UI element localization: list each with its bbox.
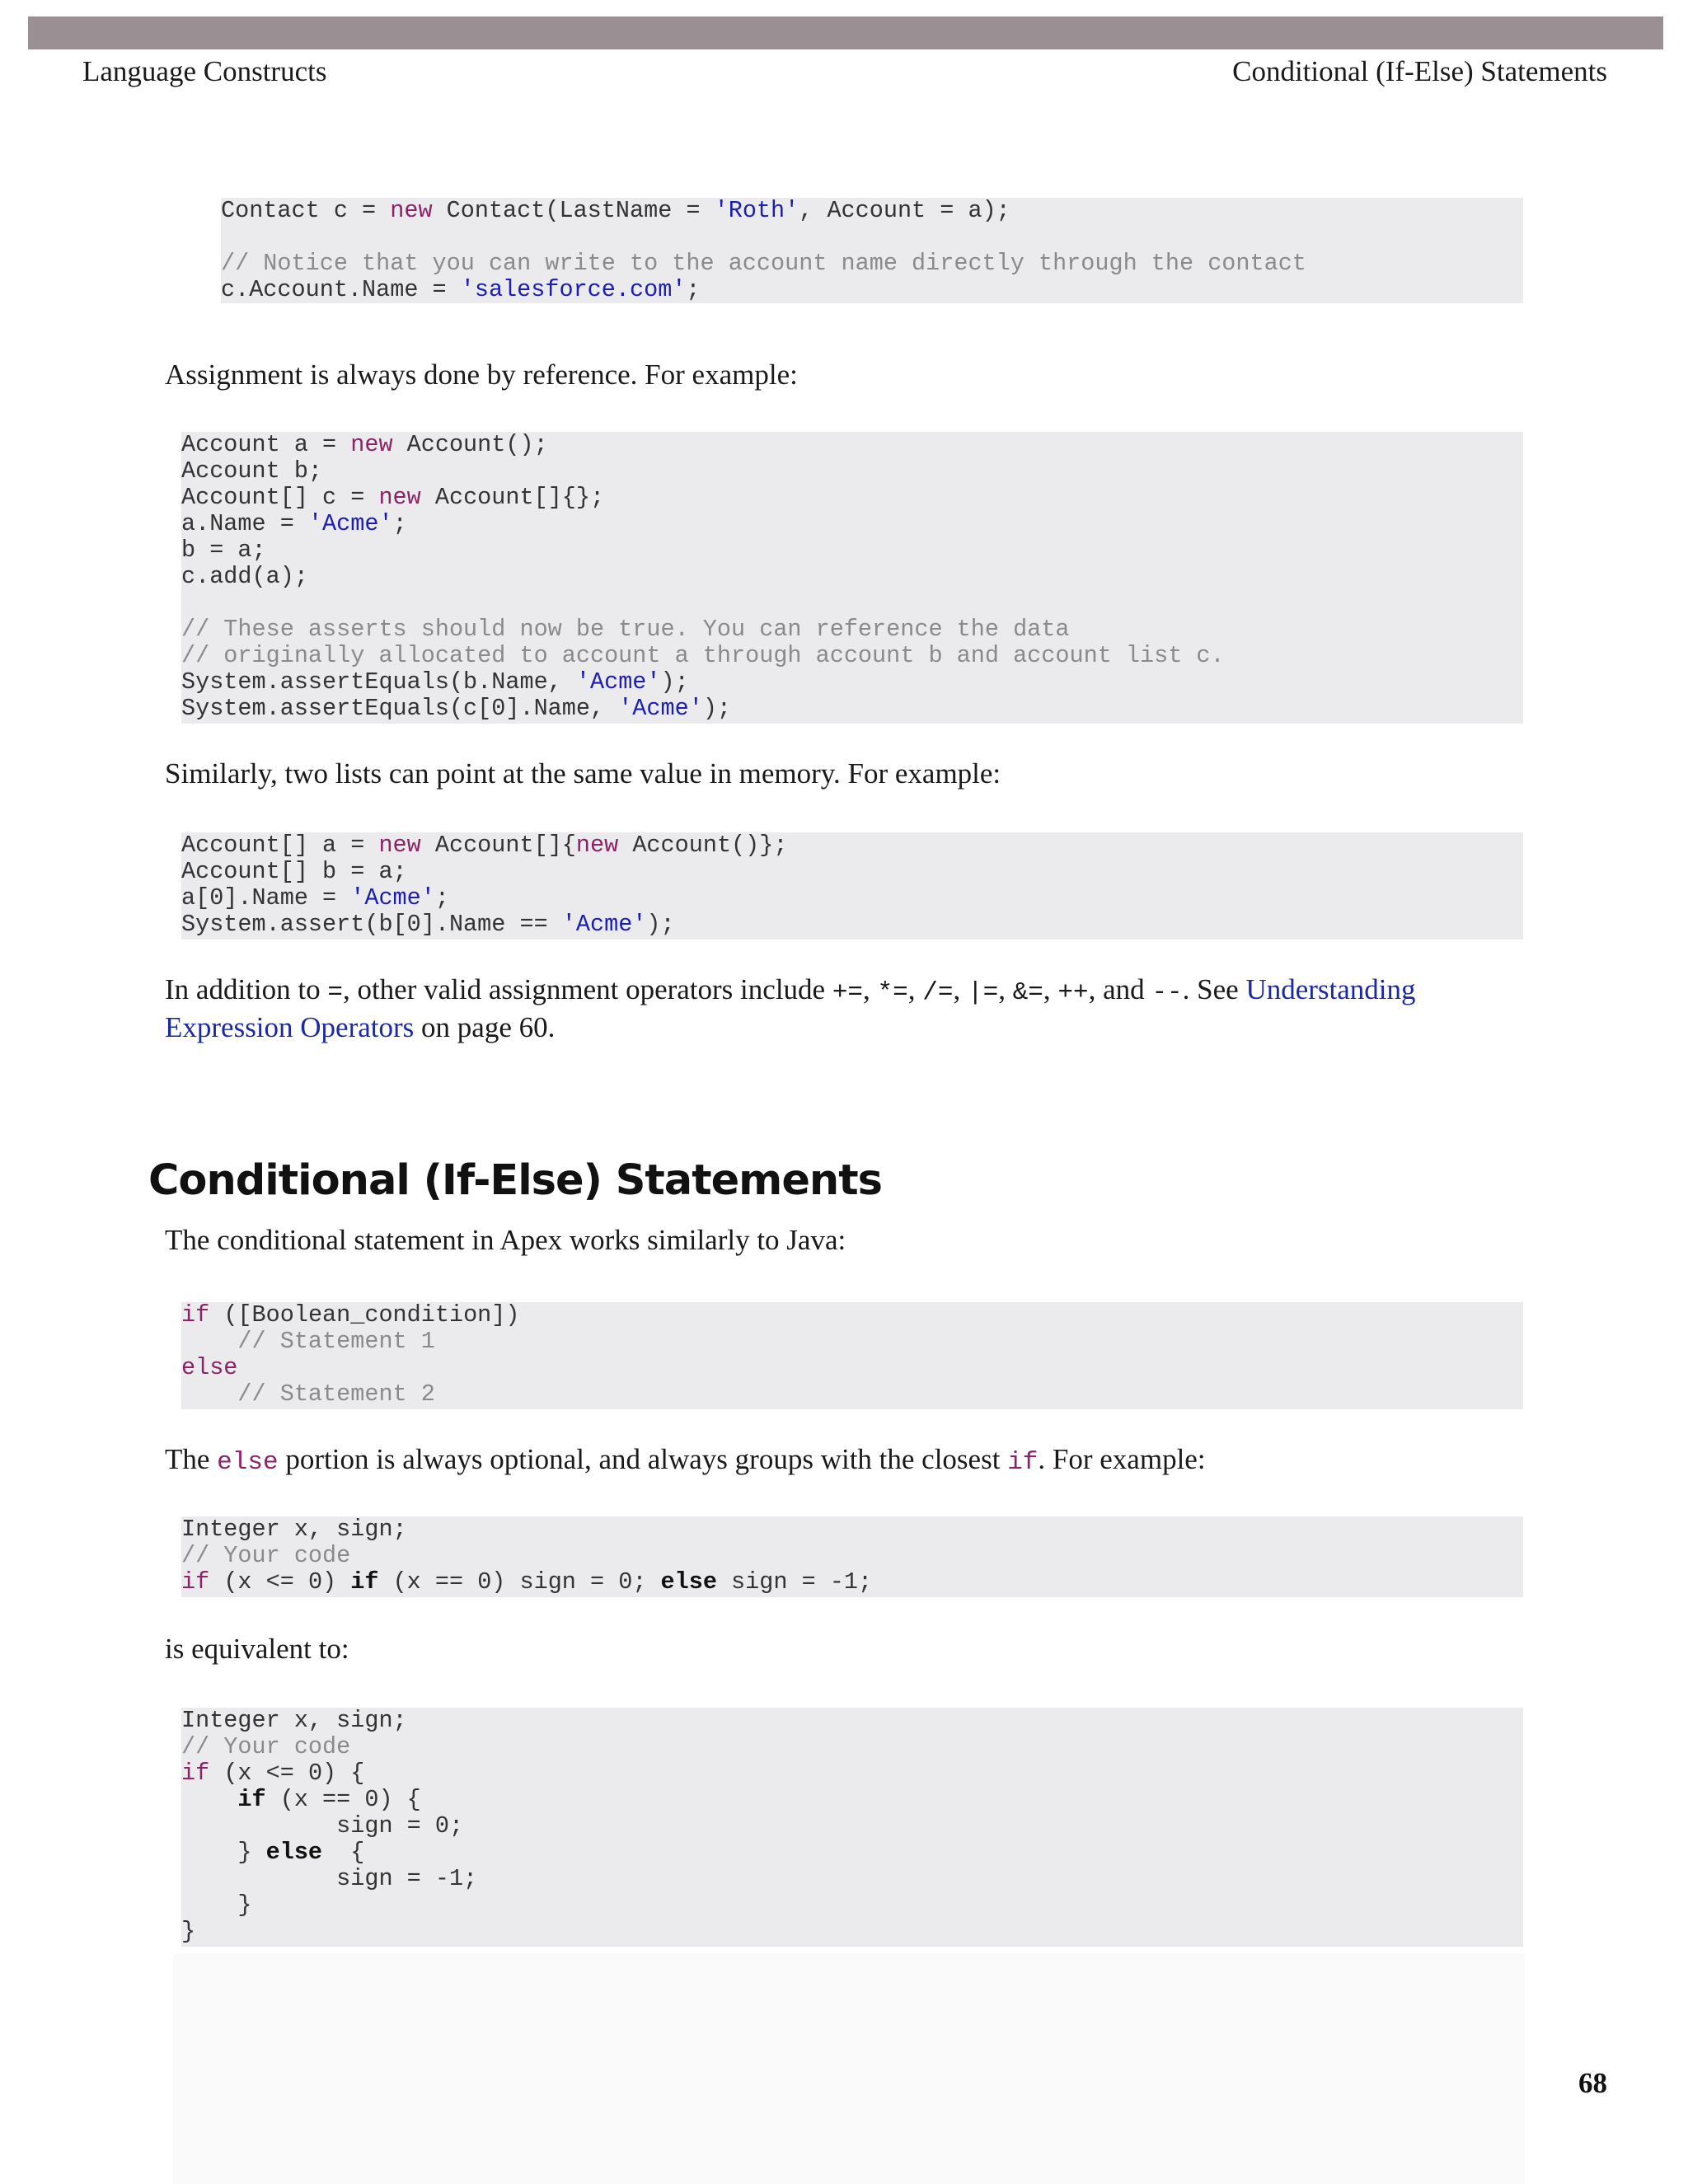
code-line: if (x <= 0) if (x == 0) sign = 0; else sign = -1; — [181, 1568, 873, 1596]
code-line: a[0].Name = 'Acme'; — [181, 884, 449, 912]
paragraph-else-portion: The else portion is always optional, and always groups with the closest if. For example: — [165, 1443, 1206, 1477]
paragraph: Similarly, two lists can point at the same value in memory. For example: — [165, 757, 1001, 790]
code-line: System.assertEquals(b.Name, 'Acme'); — [181, 668, 689, 696]
code-comment: // Statement 2 — [181, 1380, 435, 1408]
paragraph: The conditional statement in Apex works similarly to Java: — [165, 1224, 846, 1256]
code-comment: // originally allocated to account a through account b and account list c. — [181, 642, 1225, 669]
header-bar — [28, 16, 1663, 49]
page-number: 68 — [1578, 2067, 1607, 2099]
code-block-lists — [181, 832, 1523, 940]
code-line: b = a; — [181, 537, 266, 564]
running-header-left: Language Constructs — [82, 55, 327, 87]
code-line: c.Account.Name = 'salesforce.com'; — [221, 276, 701, 303]
code-line: Integer x, sign; — [181, 1516, 407, 1543]
code-line: } else { — [181, 1839, 365, 1866]
code-line: Contact c = new Contact(LastName = 'Roth', Account = a); — [221, 197, 1010, 224]
code-block-assignment-by-reference — [181, 432, 1523, 724]
code-line: Integer x, sign; — [181, 1707, 407, 1734]
code-line: Account b; — [181, 457, 323, 485]
code-line: System.assert(b[0].Name == 'Acme'); — [181, 911, 675, 938]
code-line: if (x <= 0) { — [181, 1760, 365, 1787]
code-line-blank — [181, 590, 1523, 616]
code-line: } — [181, 1891, 252, 1919]
code-line: if ([Boolean_condition]) — [181, 1301, 520, 1329]
code-line: sign = 0; — [181, 1812, 464, 1840]
code-line: System.assertEquals(c[0].Name, 'Acme'); — [181, 695, 732, 722]
paragraph-assignment-operators: In addition to =, other valid assignment operators include +=, *=, /=, |=, &=, ++, and --. See Understanding Expression Operators on page 60. — [165, 973, 1416, 1043]
code-line: Account[] c = new Account[]{}; — [181, 484, 605, 511]
paragraph: Assignment is always done by reference. For example: — [165, 359, 798, 391]
code-line: } — [181, 1918, 196, 1945]
code-line: Account a = new Account(); — [181, 431, 548, 458]
code-comment: // These asserts should now be true. You can reference the data — [181, 616, 1070, 643]
link-understanding-expression-operators[interactable]: Understanding Expression Operators — [165, 973, 1416, 1043]
code-line: if (x == 0) { — [237, 1786, 421, 1813]
running-header-right: Conditional (If-Else) Statements — [1232, 55, 1607, 87]
code-block-nested-if-expanded — [181, 1708, 1523, 1947]
page-shade — [173, 1953, 1525, 2184]
code-comment: // Statement 1 — [181, 1328, 435, 1355]
code-block-nested-if-inline — [181, 1516, 1523, 1597]
code-comment: // Notice that you can write to the account name directly through the contact — [221, 250, 1306, 277]
code-line-blank — [221, 224, 1523, 251]
code-line: a.Name = 'Acme'; — [181, 510, 407, 537]
code-line: sign = -1; — [181, 1865, 478, 1892]
code-line: else — [181, 1354, 238, 1381]
code-block-contact — [221, 198, 1523, 303]
code-line: Account[] b = a; — [181, 858, 407, 885]
code-comment: // Your code — [181, 1542, 351, 1569]
paragraph: is equivalent to: — [165, 1633, 349, 1665]
code-line: c.add(a); — [181, 563, 308, 590]
code-line: Account[] a = new Account[]{new Account()}; — [181, 832, 788, 859]
section-heading: Conditional (If-Else) Statements — [148, 1156, 882, 1205]
code-block-if-else-syntax — [181, 1302, 1523, 1409]
code-comment: // Your code — [181, 1733, 351, 1760]
